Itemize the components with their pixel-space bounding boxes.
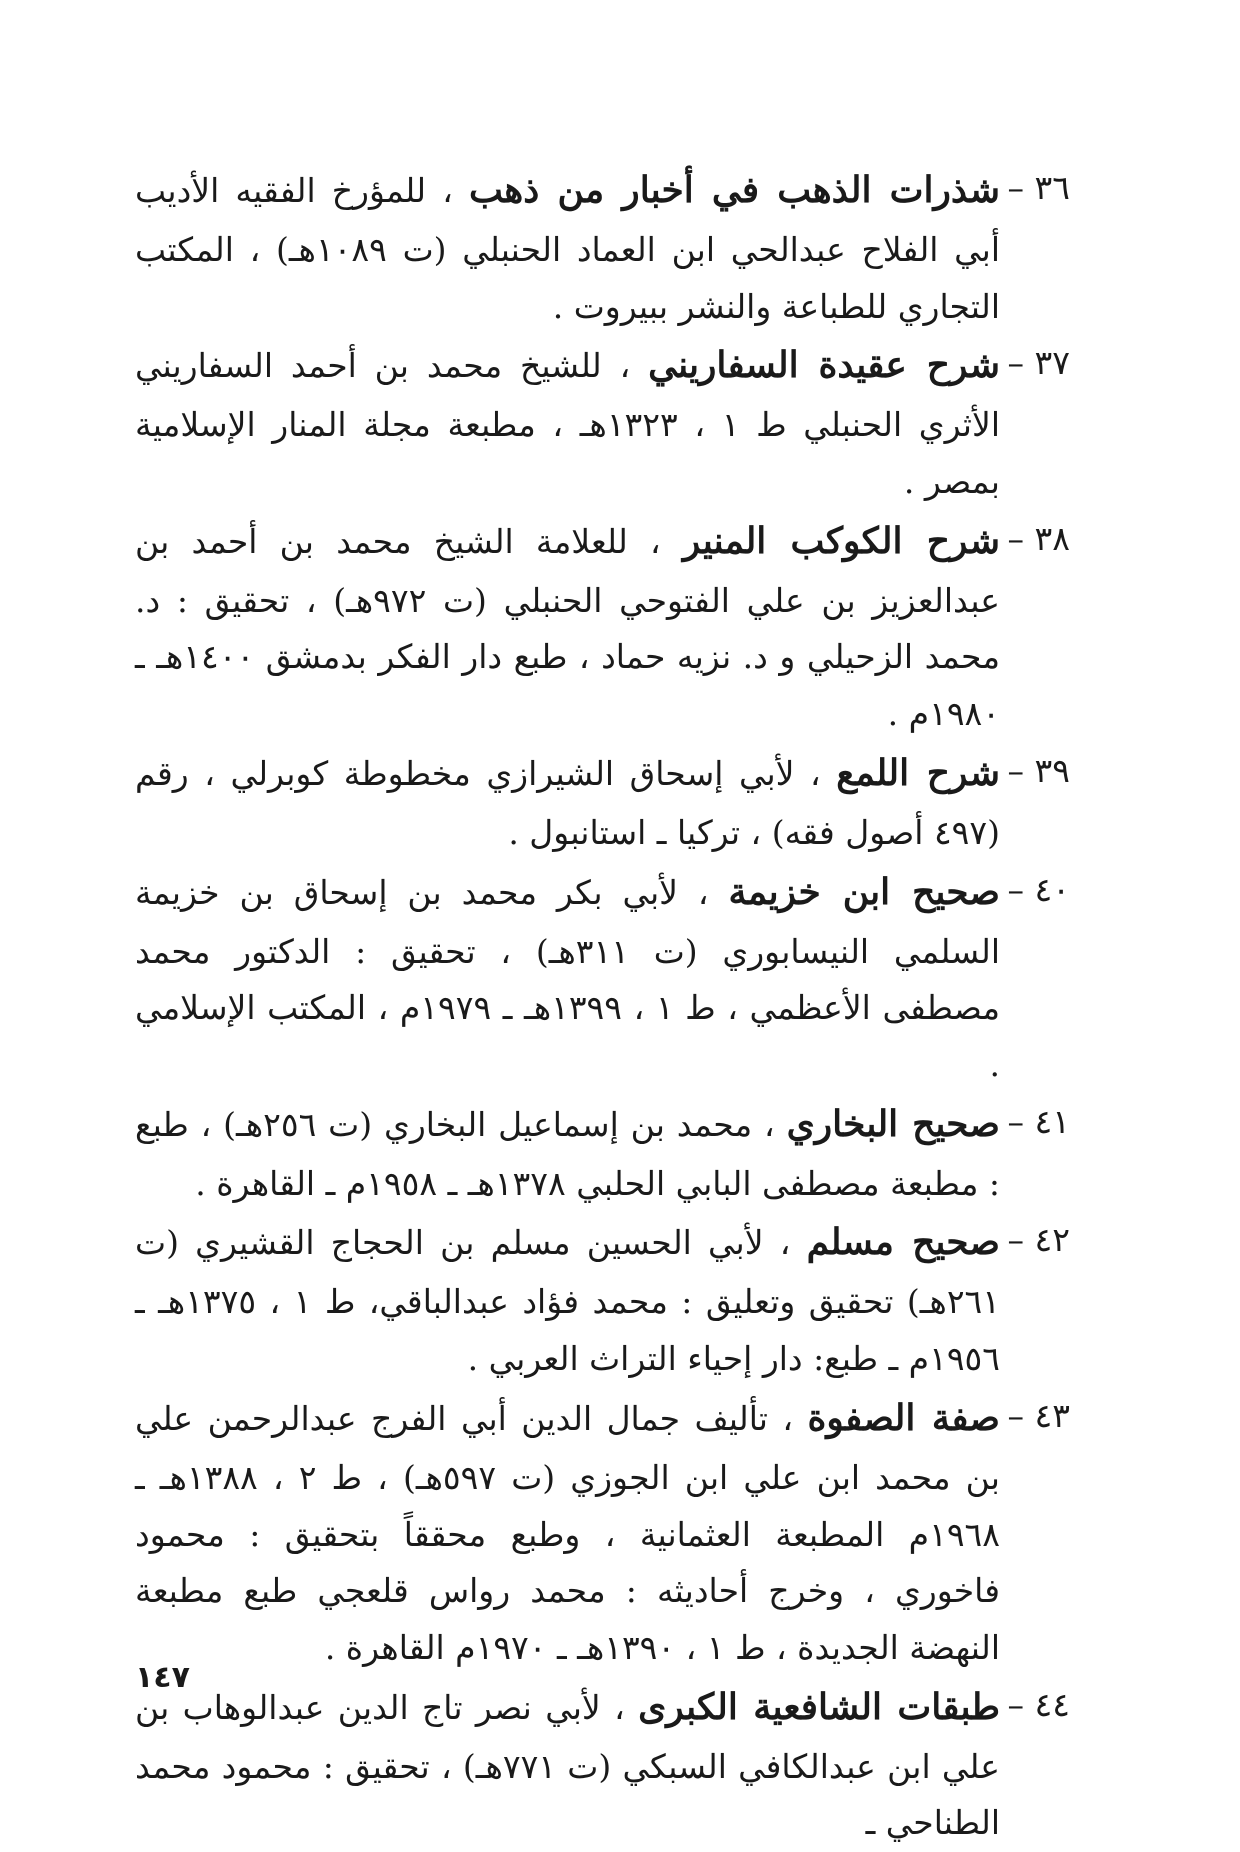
entry-body: [135, 160, 1000, 335]
entry-number: ٤١ –: [1007, 1101, 1070, 1141]
entry-title: صحيح ابن خزيمة: [728, 870, 1000, 913]
entry-number: ٣٧ –: [1007, 343, 1070, 383]
entry-title: صحيح مسلم: [806, 1221, 1001, 1264]
entry-title: صحيح البخاري: [786, 1102, 1000, 1145]
entry-text: ، محمد بن إسماعيل البخاري (ت ٢٥٦هـ) ، طبع : مطبعة مصطفى البابي الحلبي ١٣٧٨هـ ـ ١٩٥٨م ـ القاهرة .: [135, 1104, 1000, 1203]
page-number: ١٤٧: [135, 1660, 190, 1695]
entry-text: ، للمؤرخ الفقيه الأديب أبي الفلاح عبدالحي ابن العماد الحنبلي (ت ١٠٨٩هـ) ، المكتب التجاري للطباعة والنشر ببيروت .: [135, 171, 1001, 326]
entry-number: ٣٨ –: [1007, 518, 1070, 558]
bibliography-entry: [135, 335, 1070, 510]
entry-title: شذرات الذهب في أخبار من ذهب: [468, 169, 1000, 211]
entry-text: ، تأليف جمال الدين أبي الفرج عبدالرحمن علي بن محمد ابن علي ابن الجوزي (ت ٥٩٧هـ) ، ط ٢ ، ١٣٨٨هـ ـ ١٩٦٨م المطبعة العثمانية ، وطبع محققاً بتحقيق : محمود فاخوري ، وخرج أحاديثه : محمد رواس قلعجي طبع مطبعة النهضة الجديدة ، ط ١ ، ١٣٩٠هـ ـ ١٩٧٠م القاهرة .: [135, 1398, 1000, 1667]
entry-body: [135, 511, 1000, 743]
entry-text: ، لأبي إسحاق الشيرازي مخطوطة كوبرلي ، رقم (٤٩٧ أصول فقه) ، تركيا ـ استانبول .: [135, 753, 1000, 852]
bibliography-entry: [135, 1388, 1070, 1677]
entry-body: [135, 1212, 1000, 1387]
entry-body: [135, 1094, 1000, 1213]
entry-body: [135, 862, 1000, 1094]
entry-number: ٣٩ –: [1007, 750, 1070, 790]
entry-title: شرح الكوكب المنير: [682, 519, 1000, 562]
entry-text: ، للعلامة الشيخ محمد بن أحمد بن عبدالعزيز بن علي الفتوحي الحنبلي (ت ٩٧٢هـ) ، تحقيق : د. محمد الزحيلي و د. نزيه حماد ، طبع دار الفكر بدمشق ١٤٠٠هـ ـ ١٩٨٠م .: [135, 521, 1000, 734]
bibliography-entry: [135, 1212, 1070, 1387]
bibliography-entry: [135, 743, 1070, 862]
entry-text: ، للشيخ محمد بن أحمد السفاريني الأثري الحنبلي ط ١ ، ١٣٢٣هـ ، مطبعة مجلة المنار الإسلامية بمصر .: [135, 346, 1000, 502]
entry-text: ، لأبي نصر تاج الدين عبدالوهاب بن علي ابن عبدالكافي السبكي (ت ٧٧١هـ) ، تحقيق : محمود محمد الطناحي ـ: [135, 1687, 1000, 1843]
bibliography-entry: [135, 511, 1070, 743]
entry-number: ٤٤ –: [1007, 1684, 1070, 1724]
entry-body: [135, 1677, 1000, 1852]
entry-text: ، لأبي بكر محمد بن إسحاق بن خزيمة السلمي النيسابوري (ت ٣١١هـ) ، تحقيق : الدكتور محمد مصطفى الأعظمي ، ط ١ ، ١٣٩٩هـ ـ ١٩٧٩م ، المكتب الإسلامي .: [135, 872, 1001, 1085]
entry-text: ، لأبي الحسين مسلم بن الحجاج القشيري (ت ٢٦١هـ) تحقيق وتعليق : محمد فؤاد عبدالباقي، ط ١ ، ١٣٧٥هـ ـ ١٩٥٦م ـ طبع: دار إحياء التراث العربي .: [135, 1223, 1000, 1379]
entry-number: ٤٣ –: [1007, 1395, 1070, 1435]
bibliography-entry: [135, 160, 1070, 335]
entry-body: [135, 335, 1000, 510]
bibliography-entry: [135, 1094, 1070, 1213]
entry-body: [135, 1388, 1000, 1677]
entry-title: صفة الصفوة: [807, 1396, 1000, 1439]
entry-title: طبقات الشافعية الكبرى: [638, 1685, 1000, 1728]
entry-body: [135, 743, 1000, 862]
entry-title: شرح عقيدة السفاريني: [648, 344, 1000, 387]
bibliography-entry: [135, 862, 1070, 1094]
bibliography-entry: [135, 1677, 1070, 1852]
entry-number: ٤٢ –: [1007, 1220, 1070, 1260]
entry-number: ٤٠ –: [1007, 869, 1070, 909]
entry-title: شرح اللمع: [836, 751, 1000, 794]
entry-number: ٣٦ –: [1007, 168, 1070, 207]
bibliography-list: [135, 160, 1070, 1852]
